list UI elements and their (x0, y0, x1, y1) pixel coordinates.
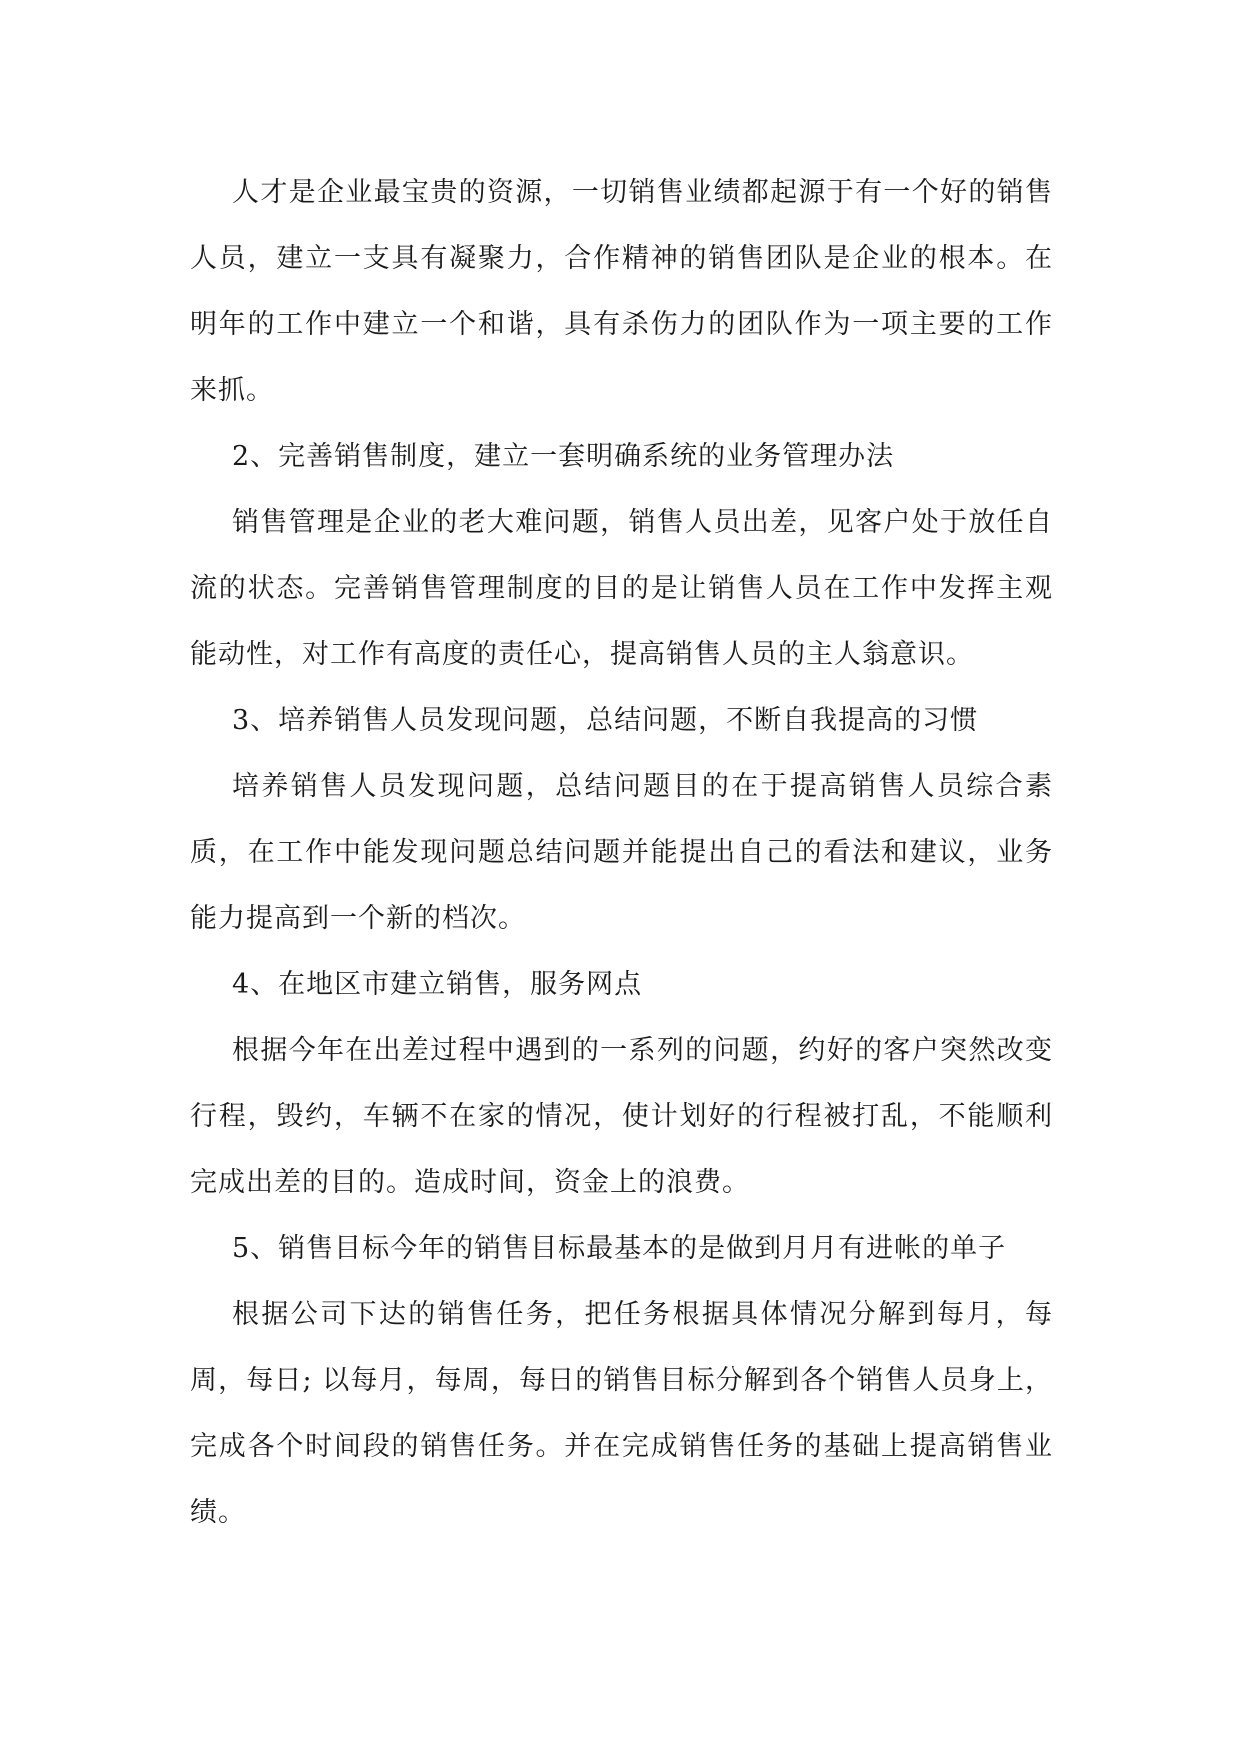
document-page (190, 160, 1053, 1546)
heading-service-outlets: 4、在地区市建立销售，服务网点 (232, 969, 643, 1000)
paragraph-sales-target: 根据公司下达的销售任务，把任务根据具体情况分解到每月，每周，每日; 以每月，每周，每日的销售目标分解到各个销售人员身上，完成各个时间段的销售任务。并在完成销售任务的基础上提高销售业绩。 (190, 1299, 1053, 1528)
heading-sales-target: 5、销售目标今年的销售目标最基本的是做到月月有进帐的单子 (232, 1233, 1007, 1264)
paragraph-team-building: 人才是企业最宝贵的资源，一切销售业绩都起源于有一个好的销售人员，建立一支具有凝聚力，合作精神的销售团队是企业的根本。在明年的工作中建立一个和谐，具有杀伤力的团队作为一项主要的工作来抓。 (190, 177, 1053, 406)
paragraph-sales-management: 销售管理是企业的老大难问题，销售人员出差，见客户处于放任自流的状态。完善销售管理制度的目的是让销售人员在工作中发挥主观能动性，对工作有高度的责任心，提高销售人员的主人翁意识。 (190, 507, 1053, 670)
heading-problem-finding: 3、培养销售人员发现问题，总结问题，不断自我提高的习惯 (232, 705, 979, 736)
paragraph-problem-finding: 培养销售人员发现问题，总结问题目的在于提高销售人员综合素质，在工作中能发现问题总结问题并能提出自己的看法和建议，业务能力提高到一个新的档次。 (190, 771, 1053, 934)
paragraph-service-outlets: 根据今年在出差过程中遇到的一系列的问题，约好的客户突然改变行程，毁约，车辆不在家的情况，使计划好的行程被打乱，不能顺利完成出差的目的。造成时间，资金上的浪费。 (190, 1035, 1053, 1198)
heading-sales-system: 2、完善销售制度，建立一套明确系统的业务管理办法 (232, 441, 895, 472)
